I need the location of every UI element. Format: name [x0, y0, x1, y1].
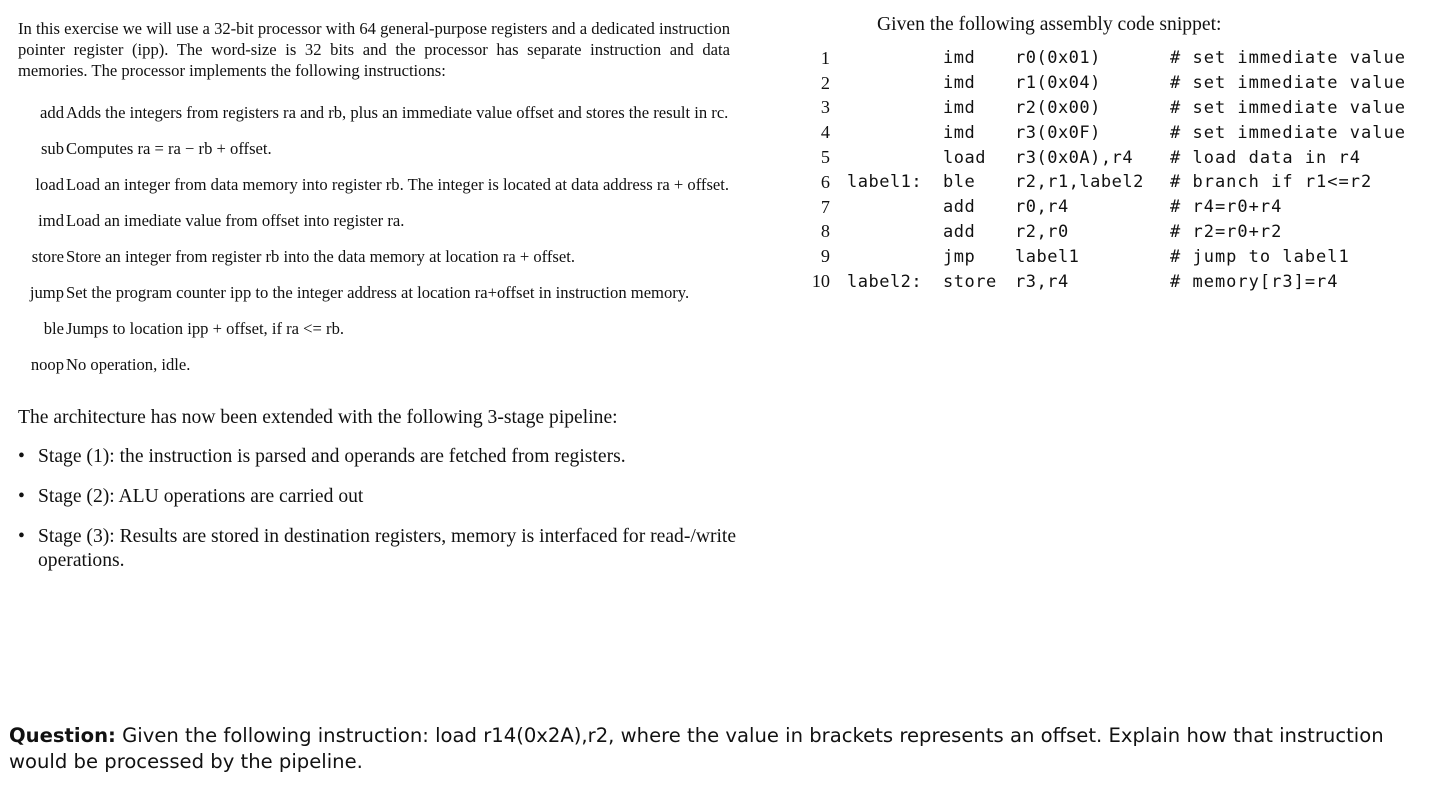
code-line	[806, 269, 1406, 294]
code-comment: # memory[r3]=r4	[1170, 271, 1339, 292]
instruction-desc: Jumps to location ipp + offset, if ra <= rb.	[66, 319, 345, 338]
code-opcode: imd	[943, 48, 976, 69]
instruction-name: imd	[38, 211, 64, 230]
line-number: 4	[820, 122, 830, 143]
instruction-list	[18, 102, 808, 375]
bullet-icon: •	[18, 486, 25, 507]
instruction-name: noop	[30, 355, 64, 374]
instruction-name: load	[35, 175, 64, 194]
question	[9, 723, 1429, 775]
bullet-icon: •	[18, 526, 25, 547]
code-line	[806, 145, 1406, 170]
code-args: r0(0x01)	[1015, 48, 1101, 69]
code-line	[806, 220, 1406, 245]
pipeline-intro: The architecture has now been extended with the following 3-stage pipeline:	[18, 407, 618, 428]
code-title: Given the following assembly code snippet:	[877, 14, 1222, 35]
instruction-desc: Adds the integers from registers ra and rb, plus an immediate value offset and stores the result in rc.	[66, 103, 729, 122]
instruction-item	[18, 210, 730, 231]
instruction-name: store	[31, 247, 64, 266]
code-args: r2,r0	[1015, 221, 1069, 242]
code-opcode: add	[943, 197, 976, 218]
code-args: r2,r1,label2	[1015, 172, 1144, 193]
instruction-desc: Computes ra = ra − rb + offset.	[66, 139, 272, 158]
code-comment: # set immediate value	[1170, 48, 1406, 69]
code-label: label2:	[847, 271, 923, 292]
code-label: label1:	[847, 172, 923, 193]
stage-text: Stage (1): the instruction is parsed and operands are fetched from registers.	[38, 446, 626, 467]
line-number: 5	[820, 147, 830, 168]
code-opcode: load	[943, 147, 986, 168]
instruction-desc: No operation, idle.	[66, 355, 191, 374]
code-label	[847, 145, 943, 170]
instruction-item	[18, 354, 730, 375]
instruction-item	[18, 318, 730, 339]
code-comment: # r4=r0+r4	[1170, 197, 1283, 218]
instruction-name: add	[40, 103, 64, 122]
code-line	[806, 46, 1406, 71]
code-comment: # load data in r4	[1170, 147, 1361, 168]
code-args: r2(0x00)	[1015, 97, 1101, 118]
bullet-icon: •	[18, 446, 25, 467]
line-number: 8	[820, 221, 830, 242]
code-label	[847, 96, 943, 121]
code-args: label1	[1015, 246, 1080, 267]
line-number: 10	[811, 271, 830, 292]
code-line	[806, 71, 1406, 96]
code-listing	[806, 46, 1406, 294]
code-line	[806, 96, 1406, 121]
code-opcode: imd	[943, 73, 976, 94]
instruction-item	[18, 138, 730, 159]
code-label	[847, 71, 943, 96]
question-text: Given the following instruction: load r14(0x2A),r2, where the value in brackets represents an offset. Explain how that instruction would be processed by the pipeline.	[9, 724, 1384, 773]
code-opcode: ble	[943, 172, 976, 193]
code-opcode: store	[943, 271, 997, 292]
pipeline-stage	[18, 445, 808, 469]
code-line	[806, 244, 1406, 269]
code-section	[806, 12, 1446, 294]
code-args: r0,r4	[1015, 197, 1069, 218]
instruction-name: ble	[43, 319, 64, 338]
code-comment: # r2=r0+r2	[1170, 221, 1283, 242]
code-comment: # jump to label1	[1170, 246, 1350, 267]
code-line	[806, 170, 1406, 195]
instruction-desc: Load an imediate value from offset into register ra.	[66, 211, 405, 230]
pipeline-section	[18, 407, 808, 573]
instruction-item	[18, 174, 730, 195]
code-line	[806, 120, 1406, 145]
code-comment: # branch if r1<=r2	[1170, 172, 1373, 193]
code-opcode: imd	[943, 97, 976, 118]
instruction-item	[18, 282, 730, 303]
instruction-desc: Store an integer from register rb into the data memory at location ra + offset.	[66, 247, 576, 266]
code-opcode: jmp	[943, 246, 976, 267]
code-args: r3(0x0F)	[1015, 122, 1101, 143]
line-number: 2	[820, 72, 830, 93]
stage-text: Stage (2): ALU operations are carried out	[38, 486, 364, 507]
code-opcode: imd	[943, 122, 976, 143]
exercise-description	[18, 18, 808, 589]
line-number: 3	[820, 97, 830, 118]
stage-text: Stage (3): Results are stored in destination registers, memory is interfaced for read-/write operations.	[38, 526, 737, 571]
code-opcode: add	[943, 221, 976, 242]
code-comment: # set immediate value	[1170, 73, 1406, 94]
line-number: 7	[820, 196, 830, 217]
code-args: r1(0x04)	[1015, 73, 1101, 94]
line-number: 1	[820, 47, 830, 68]
instruction-item	[18, 246, 730, 267]
code-label	[847, 195, 943, 220]
instruction-item	[18, 102, 730, 123]
intro-paragraph: In this exercise we will use a 32-bit processor with 64 general-purpose registers and a dedicated instruction pointer register (ipp). The word-size is 32 bits and the processor has separate instruction and data memories. The processor implements the following instructions:	[18, 19, 730, 80]
code-line	[806, 195, 1406, 220]
line-number: 9	[820, 246, 830, 267]
instruction-desc: Load an integer from data memory into register rb. The integer is located at data address ra + offset.	[66, 175, 730, 194]
code-label	[847, 120, 943, 145]
instruction-desc: Set the program counter ipp to the integer address at location ra+offset in instruction memory.	[66, 283, 690, 302]
code-comment: # set immediate value	[1170, 97, 1406, 118]
instruction-name: jump	[29, 283, 64, 302]
code-label	[847, 220, 943, 245]
pipeline-stage	[18, 485, 808, 509]
code-args: r3(0x0A),r4	[1015, 147, 1134, 168]
question-prefix: Question:	[9, 724, 116, 747]
code-comment: # set immediate value	[1170, 122, 1406, 143]
line-number: 6	[820, 171, 830, 192]
code-args: r3,r4	[1015, 271, 1069, 292]
pipeline-stage	[18, 525, 808, 573]
instruction-name: sub	[40, 139, 64, 158]
code-label	[847, 46, 943, 71]
code-label	[847, 244, 943, 269]
